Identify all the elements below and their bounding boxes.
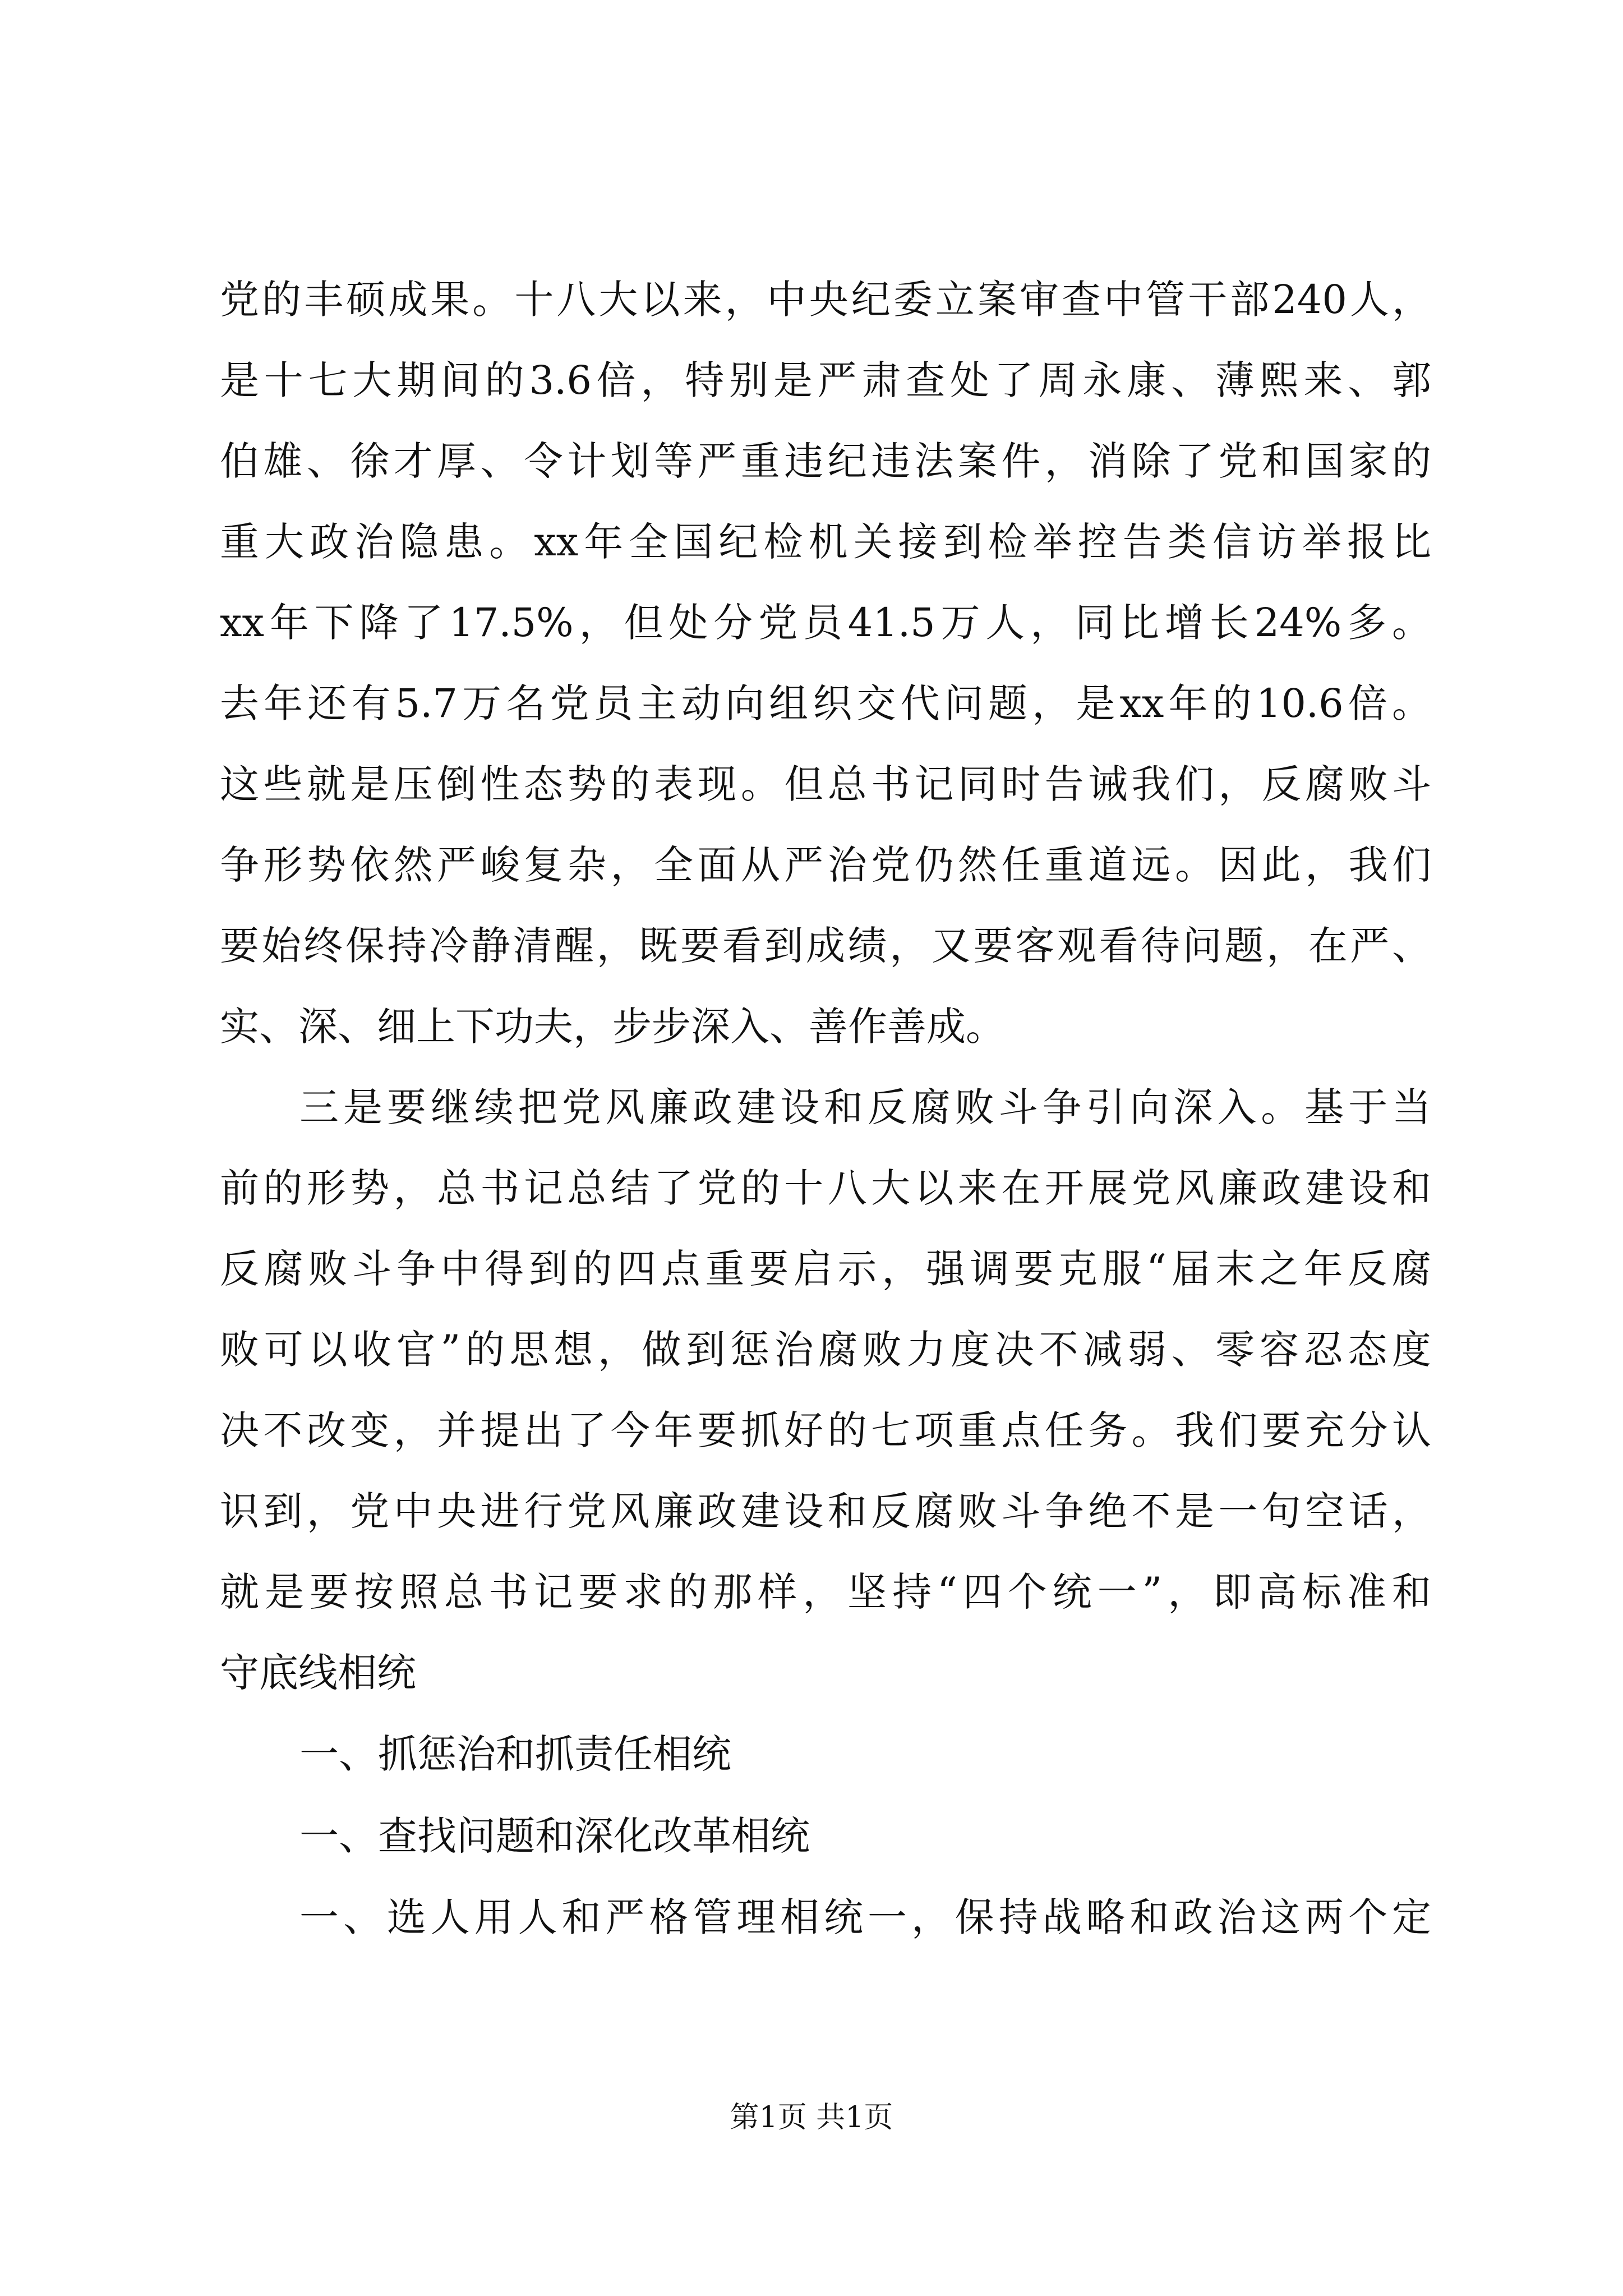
list-item: 一、抓惩治和抓责任相统 xyxy=(299,1731,731,1777)
text-line: 伯雄、徐才厚、令计划等严重违纪违法案件，消除了党和国家的 xyxy=(220,438,1431,484)
text-line: 败可以收官”的思想，做到惩治腐败力度决不减弱、零容忍态度 xyxy=(220,1327,1431,1373)
page-footer: 第1页 共1页 xyxy=(730,2101,893,2134)
text-line: 这些就是压倒性态势的表现。但总书记同时告诫我们，反腐败斗 xyxy=(220,761,1431,807)
text-line: 是十七大期间的3.6倍，特别是严肃查处了周永康、薄熙来、郭 xyxy=(220,357,1431,403)
document-body xyxy=(220,259,1431,1958)
text-line: 识到，党中央进行党风廉政建设和反腐败斗争绝不是一句空话， xyxy=(220,1488,1431,1534)
text-line: 反腐败斗争中得到的四点重要启示，强调要克服“届末之年反腐 xyxy=(220,1246,1431,1292)
list-item: 一、选人用人和严格管理相统一，保持战略和政治这两个定 xyxy=(299,1894,1431,1940)
text-line: 去年还有5.7万名党员主动向组织交代问题，是xx年的10.6倍。 xyxy=(220,680,1431,726)
text-line: xx年下降了17.5%，但处分党员41.5万人，同比增长24%多。 xyxy=(220,600,1431,646)
paragraph-first-line: 三是要继续把党风廉政建设和反腐败斗争引向深入。基于当 xyxy=(299,1084,1431,1130)
text-line: 要始终保持冷静清醒，既要看到成绩，又要客观看待问题，在严、 xyxy=(220,923,1431,969)
text-line: 就是要按照总书记要求的那样，坚持“四个统一”，即高标准和 xyxy=(220,1569,1431,1615)
text-line: 党的丰硕成果。十八大以来，中央纪委立案审查中管干部240人， xyxy=(220,277,1431,323)
text-line: 实、深、细上下功夫，步步深入、善作善成。 xyxy=(220,1004,1005,1050)
text-line: 决不改变，并提出了今年要抓好的七项重点任务。我们要充分认 xyxy=(220,1407,1431,1453)
text-line: 守底线相统 xyxy=(220,1650,416,1696)
text-line: 前的形势，总书记总结了党的十八大以来在开展党风廉政建设和 xyxy=(220,1165,1431,1211)
text-line: 争形势依然严峻复杂，全面从严治党仍然任重道远。因此，我们 xyxy=(220,842,1431,888)
text-line: 重大政治隐患。xx年全国纪检机关接到检举控告类信访举报比 xyxy=(220,519,1431,565)
list-item: 一、查找问题和深化改革相统 xyxy=(299,1813,810,1859)
